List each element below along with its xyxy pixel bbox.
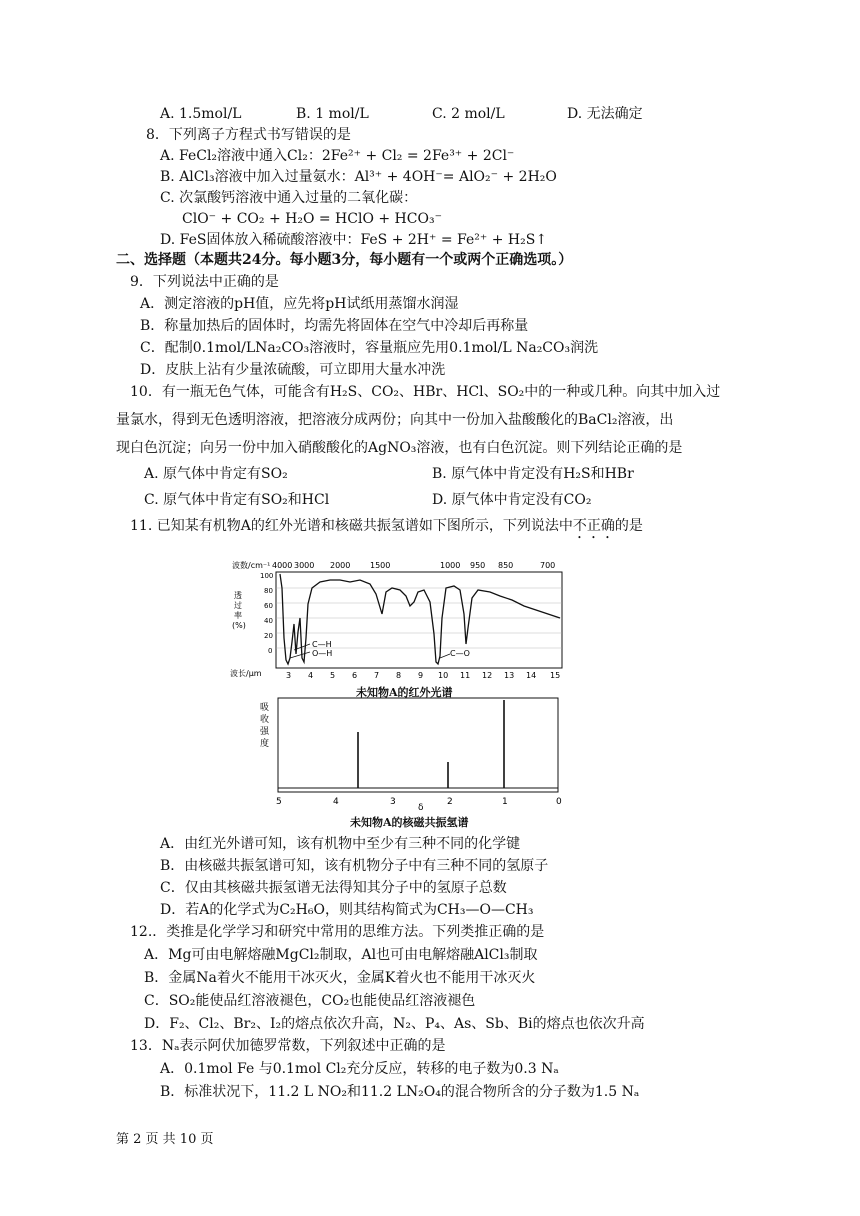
ir-wn-tick-950: 950: [470, 561, 486, 570]
ir-wavenumber-label: 波数/cm⁻¹: [232, 561, 271, 570]
ir-y-tick-0: 0: [268, 647, 273, 655]
ir-wl-tick-14: 14: [526, 671, 537, 680]
ir-wn-tick-3000: 3000: [294, 561, 315, 570]
nmr-y-label-4: 度: [260, 739, 270, 749]
ir-y-tick-40: 40: [264, 617, 273, 625]
q8-option-d: D. FeS固体放入稀硫酸溶液中：FeS + 2H⁺ = Fe²⁺ + H₂S↑: [160, 232, 548, 248]
q13-option-a: A．0.1mol Fe 与0.1mol Cl₂充分反应，转移的电子数为0.3 Nₐ: [160, 1061, 559, 1077]
nmr-x-tick-4: 4: [333, 797, 339, 807]
q7-option-a: A. 1.5mol/L: [160, 106, 242, 122]
ir-y-tick-80: 80: [264, 587, 273, 595]
nmr-x-tick-1: 1: [502, 797, 508, 807]
ir-spectrum-figure: [228, 558, 574, 698]
ir-y-label-3: 率: [234, 611, 242, 620]
q9-option-a: A．测定溶液的pH值，应先将pH试纸用蒸馏水润湿: [140, 296, 459, 312]
ir-wn-tick-700: 700: [540, 561, 556, 570]
ir-wl-tick-5: 5: [330, 671, 336, 680]
q8-stem: 8．下列离子方程式书写错误的是: [146, 127, 351, 143]
ir-wn-tick-1500: 1500: [370, 561, 391, 570]
ir-wn-tick-4000: 4000: [272, 561, 293, 570]
nmr-x-tick-3: 3: [390, 797, 396, 807]
q11-stem-pre: 11. 已知某有机物A的红外光谱和核磁共振氢谱如下图所示，下列说法中: [130, 518, 573, 534]
ir-y-tick-100: 100: [260, 572, 274, 580]
ir-y-tick-20: 20: [264, 632, 273, 640]
nmr-x-tick-5: 5: [276, 797, 282, 807]
ir-wl-tick-12: 12: [482, 671, 493, 680]
q8-option-c: C. 次氯酸钙溶液中通入过量的二氧化碳：: [160, 190, 418, 206]
q12-option-c: C．SO₂能使品红溶液褪色，CO₂也能使品红溶液褪色: [144, 993, 476, 1009]
ir-wl-tick-7: 7: [374, 671, 380, 680]
ir-grid: [276, 588, 562, 648]
ir-caption: 未知物A的红外光谱: [356, 686, 453, 699]
ir-annot-ch: C—H: [312, 640, 332, 649]
q11-option-c: C．仅由其核磁共振氢谱无法得知其分子中的氢原子总数: [160, 880, 507, 896]
nmr-plot-frame: [278, 698, 558, 792]
q9-option-c: C．配制0.1mol/LNa₂CO₃溶液时，容量瓶应先用0.1mol/L Na₂CO₃润洗: [140, 340, 599, 356]
q11-stem: [130, 516, 643, 542]
q7-option-d: D. 无法确定: [567, 106, 643, 122]
ir-wl-tick-4: 4: [308, 671, 314, 680]
nmr-x-tick-0: 0: [556, 797, 562, 807]
q10-option-c: C. 原气体中肯定有SO₂和HCl: [144, 492, 330, 508]
q10-option-d: D. 原气体中肯定没有CO₂: [432, 492, 592, 508]
q11-option-d: D．若A的化学式为C₂H₆O，则其结构简式为CH₃—O—CH₃: [160, 902, 534, 918]
nmr-spectrum-figure: [254, 696, 574, 812]
nmr-caption: 未知物A的核磁共振氢谱: [350, 816, 469, 829]
q9-option-d: D．皮肤上沾有少量浓硫酸，可立即用大量水冲洗: [140, 362, 446, 378]
ir-y-label-2: 过: [234, 601, 242, 610]
ir-wl-tick-15: 15: [550, 671, 561, 680]
ir-wl-tick-9: 9: [418, 671, 424, 680]
q9-option-b: B．称量加热后的固体时，均需先将固体在空气中冷却后再称量: [140, 318, 529, 334]
q11-stem-post: 的是: [614, 518, 643, 534]
q11-option-b: B．由核磁共振氢谱可知，该有机物分子中有三种不同的氢原子: [160, 858, 549, 874]
ir-wl-tick-8: 8: [396, 671, 402, 680]
nmr-x-label: δ: [418, 803, 424, 812]
ir-wl-tick-6: 6: [352, 671, 358, 680]
q7-option-c: C. 2 mol/L: [432, 106, 505, 122]
ir-annot-co: C—O: [450, 649, 470, 658]
page-footer: 第 2 页 共 10 页: [116, 1132, 214, 1147]
q8-option-c-equation: ClO⁻ + CO₂ + H₂O = HClO + HCO₃⁻: [182, 211, 442, 227]
q10-stem-line-2: 量氯水，得到无色透明溶液，把溶液分成两份；向其中一份加入盐酸酸化的BaCl₂溶液，出: [116, 412, 674, 428]
q13-option-b: B．标准状况下，11.2 L NO₂和11.2 LN₂O₄的混合物所含的分子数为1.5 Nₐ: [160, 1084, 640, 1100]
q8-option-b: B. AlCl₃溶液中加入过量氨水：Al³⁺ + 4OH⁻= AlO₂⁻ + 2H₂O: [160, 169, 557, 185]
ir-wl-tick-10: 10: [438, 671, 449, 680]
ir-wl-tick-13: 13: [504, 671, 515, 680]
q10-stem-line-3: 现白色沉淀；向另一份中加入硝酸酸化的AgNO₃溶液，也有白色沉淀。则下列结论正确的是: [116, 440, 683, 456]
ir-wavelength-ticks: [286, 671, 560, 680]
q7-option-b: B. 1 mol/L: [296, 106, 369, 122]
ir-y-label-4: (%): [232, 621, 246, 630]
ir-y-label-1: 透: [234, 591, 242, 600]
nmr-y-label-2: 收: [260, 715, 270, 725]
nmr-y-label-3: 强: [260, 727, 270, 737]
ir-wl-tick-11: 11: [460, 671, 471, 680]
nmr-y-label-1: 吸: [260, 703, 270, 713]
q11-option-a: A．由红光外谱可知，该有机物中至少有三种不同的化学键: [160, 836, 521, 852]
ir-annot-oh: O—H: [312, 649, 333, 658]
q13-stem: 13．Nₐ表示阿伏加德罗常数，下列叙述中正确的是: [130, 1038, 446, 1054]
q12-stem: 12.．类推是化学学习和研究中常用的思维方法。下列类推正确的是: [130, 924, 545, 940]
q8-option-a: A. FeCl₂溶液中通入Cl₂：2Fe²⁺ + Cl₂ = 2Fe³⁺ + 2Cl⁻: [160, 148, 515, 164]
ir-wn-tick-1000: 1000: [440, 561, 461, 570]
q12-option-b: B．金属Na着火不能用干冰灭火，金属K着火也不能用干冰灭火: [144, 970, 536, 986]
ir-wavelength-label: 波长/μm: [230, 669, 262, 678]
section-2-header: 二、选择题（本题共24分。每小题3分，每小题有一个或两个正确选项。）: [116, 252, 573, 268]
q11-stem-emphasis: 不正确: [572, 518, 615, 534]
nmr-x-tick-2: 2: [447, 797, 453, 807]
q12-option-a: A．Mg可由电解熔融MgCl₂制取，Al也可由电解熔融AlCl₃制取: [144, 947, 538, 963]
q10-option-b: B. 原气体中肯定没有H₂S和HBr: [432, 466, 634, 482]
ir-wn-tick-850: 850: [498, 561, 514, 570]
ir-wn-tick-2000: 2000: [330, 561, 351, 570]
q12-option-d: D．F₂、Cl₂、Br₂、I₂的熔点依次升高，N₂、P₄、As、Sb、Bi的熔点也依次升高: [144, 1016, 645, 1032]
ir-y-tick-60: 60: [264, 602, 273, 610]
ir-wl-tick-3: 3: [286, 671, 292, 680]
q10-stem-line-1: 10．有一瓶无色气体，可能含有H₂S、CO₂、HBr、HCl、SO₂中的一种或几种。向其中加入过: [130, 384, 721, 400]
q10-option-a: A. 原气体中肯定有SO₂: [144, 466, 288, 482]
q9-stem: 9．下列说法中正确的是: [130, 274, 279, 290]
